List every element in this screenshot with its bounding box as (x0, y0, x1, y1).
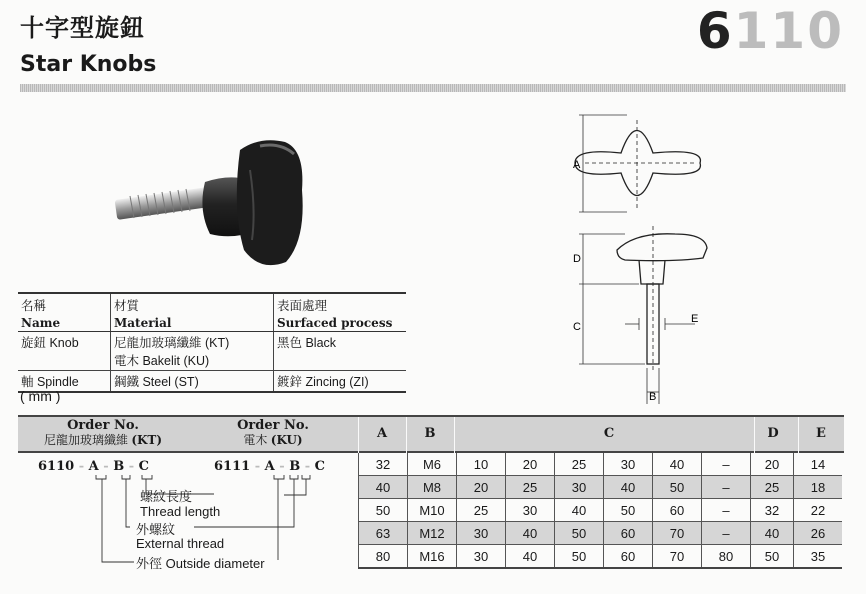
cell-a: 63 (359, 522, 408, 545)
cell-c3: 25 (555, 453, 604, 476)
col-d: D (767, 426, 779, 441)
mat-header-surface-en: Surfaced process (274, 315, 407, 332)
cell-b: M12 (408, 522, 457, 545)
table-row (359, 499, 843, 522)
dim-e-label: E (691, 313, 699, 325)
page-title-zh: 十字型旋鈕 (20, 15, 145, 42)
unit-label: ( mm ) (20, 388, 61, 404)
table-row (359, 522, 843, 545)
cell-e: 35 (794, 545, 843, 569)
col-e: E (816, 426, 826, 441)
order-code-kt: 6110 - A - B - C (38, 459, 149, 474)
cell-a: 50 (359, 499, 408, 522)
order-table (18, 415, 844, 570)
technical-drawing (555, 108, 735, 408)
mat-header-surface-zh: 表面處理 (274, 293, 407, 315)
col-order-ku: Order No. 電木 (KU) (237, 418, 309, 447)
side-view-hub (639, 260, 665, 284)
mat-material-cell: 鋼鐵 Steel (ST) (111, 371, 274, 393)
cell-c2: 20 (506, 453, 555, 476)
mat-material-cell: 尼龍加玻璃纖維 (KT) 電木 Bakelit (KU) (111, 332, 274, 371)
product-code-light: 110 (733, 2, 844, 60)
cell-c4: 60 (604, 522, 653, 545)
legend-external-thread-zh: 外螺紋 (136, 522, 176, 537)
bolt-shank (115, 187, 213, 220)
cell-e: 26 (794, 522, 843, 545)
mat-header-name-en: Name (18, 315, 111, 332)
page-title-en: Star Knobs (20, 52, 157, 77)
table-row (359, 453, 843, 476)
cell-d: 50 (751, 545, 794, 569)
legend-outside-diameter: 外徑 Outside diameter (136, 556, 265, 571)
cell-c1: 30 (457, 522, 506, 545)
cell-b: M10 (408, 499, 457, 522)
product-code (697, 2, 844, 60)
dim-a-label: A (573, 159, 581, 171)
mat-surface-cell: 鍍鋅 Zincing (ZI) (274, 371, 407, 393)
table-row (359, 476, 843, 499)
mat-header-material-en: Material (111, 315, 274, 332)
cell-c2: 30 (506, 499, 555, 522)
side-view-head (617, 234, 707, 261)
cell-e: 22 (794, 499, 843, 522)
col-order-kt: Order No. 尼龍加玻璃纖維 (KT) (43, 418, 163, 447)
cell-c6: – (702, 453, 751, 476)
mat-name-cell: 軸 Spindle (18, 371, 111, 393)
dim-c-label: C (573, 321, 581, 333)
cell-c5: 70 (653, 545, 702, 569)
table-row (18, 371, 406, 393)
cell-b: M8 (408, 476, 457, 499)
cell-c1: 10 (457, 453, 506, 476)
cell-c6: 80 (702, 545, 751, 569)
cell-e: 14 (794, 453, 843, 476)
col-c: C (603, 426, 615, 441)
cell-d: 20 (751, 453, 794, 476)
dim-d-label: D (573, 253, 581, 265)
cell-c3: 40 (555, 499, 604, 522)
cell-d: 40 (751, 522, 794, 545)
mat-header-material-zh: 材質 (111, 293, 274, 315)
cell-c5: 40 (653, 453, 702, 476)
cell-c6: – (702, 499, 751, 522)
mat-name-cell: 旋鈕 Knob (21, 336, 79, 350)
cell-c3: 50 (555, 522, 604, 545)
product-code-dark: 6 (696, 2, 734, 60)
cell-c1: 25 (457, 499, 506, 522)
cell-c4: 50 (604, 499, 653, 522)
cell-c5: 60 (653, 499, 702, 522)
cell-c1: 30 (457, 545, 506, 569)
cell-c3: 30 (555, 476, 604, 499)
cell-c2: 25 (506, 476, 555, 499)
cell-c5: 70 (653, 522, 702, 545)
cell-c4: 40 (604, 476, 653, 499)
table-row (359, 545, 843, 569)
cell-b: M6 (408, 453, 457, 476)
table-row (18, 332, 406, 371)
cell-b: M16 (408, 545, 457, 569)
order-data-grid (358, 453, 842, 569)
knob-head (237, 140, 303, 265)
cell-c6: – (702, 476, 751, 499)
header-divider (20, 84, 846, 92)
cell-a: 80 (359, 545, 408, 569)
cell-c2: 40 (506, 522, 555, 545)
cell-c5: 50 (653, 476, 702, 499)
material-table (18, 292, 406, 393)
col-a: A (376, 426, 388, 441)
mat-surface-cell: 黑色 Black (274, 332, 407, 371)
cell-c4: 60 (604, 545, 653, 569)
cell-d: 25 (751, 476, 794, 499)
cell-d: 32 (751, 499, 794, 522)
cell-c4: 30 (604, 453, 653, 476)
cell-c1: 20 (457, 476, 506, 499)
mat-header-name-zh: 名稱 (18, 293, 111, 315)
legend-thread-length-zh: 螺紋長度 (140, 489, 193, 504)
dim-b-label: B (649, 391, 657, 403)
cell-c3: 50 (555, 545, 604, 569)
cell-e: 18 (794, 476, 843, 499)
legend-thread-length-en: Thread length (140, 504, 221, 519)
cell-c2: 40 (506, 545, 555, 569)
legend-external-thread-en: External thread (136, 536, 225, 551)
cell-a: 40 (359, 476, 408, 499)
cell-a: 32 (359, 453, 408, 476)
cell-c6: – (702, 522, 751, 545)
knob-photo (110, 130, 340, 280)
order-code-ku: 6111 - A - B - C (214, 459, 325, 474)
col-b: B (424, 426, 436, 441)
